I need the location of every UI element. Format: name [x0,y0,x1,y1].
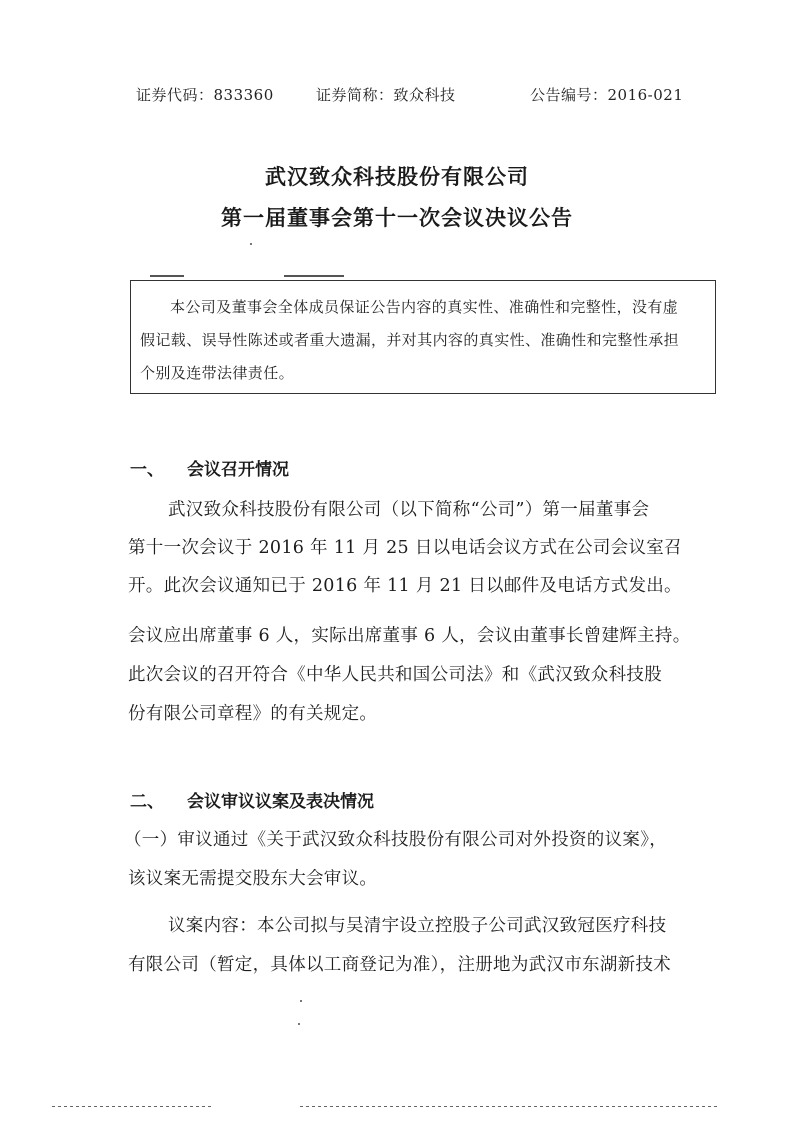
section-1-title: 会议召开情况 [187,460,289,480]
section-1-line: 第十一次会议于 2016 年 11 月 25 日以电话会议方式在公司会议室召 [128,538,682,558]
section-2-title: 会议审议议案及表决情况 [187,792,374,812]
notice-line-1: 本公司及董事会全体成员保证公告内容的真实性、准确性和完整性，没有虚 [170,298,679,316]
security-code: 证券代码：833360 [136,86,274,104]
section-1-line: 份有限公司章程》的有关规定。 [128,704,378,724]
scan-speck [300,1000,302,1002]
section-2-line: 议案内容：本公司拟与吴清宇设立控股子公司武汉致冠医疗科技 [168,916,667,936]
scan-mark [150,275,184,277]
section-1-line: 会议应出席董事 6 人，实际出席董事 6 人，会议由董事长曾建辉主持。 [128,626,691,646]
section-2-line: 该议案无需提交股东大会审议。 [128,869,378,889]
scan-speck [250,243,252,245]
notice-line-2: 假记载、误导性陈述或者重大遗漏，并对其内容的真实性、准确性和完整性承担 [140,331,680,349]
section-2-number: 二、 [130,792,164,812]
security-abbreviation: 证券简称：致众科技 [316,86,456,104]
section-2-line: （一）审议通过《关于武汉致众科技股份有限公司对外投资的议案》， [124,830,668,850]
company-title: 武汉致众科技股份有限公司 [265,165,529,189]
section-1-line: 开。此次会议通知已于 2016 年 11 月 21 日以邮件及电话方式发出。 [128,576,682,596]
announcement-number: 公告编号：2016-021 [530,86,684,104]
scan-mark [284,275,344,277]
section-1-number: 一、 [130,460,164,480]
scan-speck [298,1023,300,1025]
footer-scan-line [300,1106,720,1107]
section-1-line: 武汉致众科技股份有限公司（以下简称“公司”）第一届董事会 [168,500,650,520]
section-1-line: 此次会议的召开符合《中华人民共和国公司法》和《武汉致众科技股 [128,665,662,685]
section-2-line: 有限公司（暂定，具体以工商登记为准），注册地为武汉市东湖新技术 [128,955,672,975]
notice-line-3: 个别及连带法律责任。 [140,364,295,382]
footer-scan-line [52,1106,212,1107]
announcement-title: 第一届董事会第十一次会议决议公告 [221,206,573,230]
